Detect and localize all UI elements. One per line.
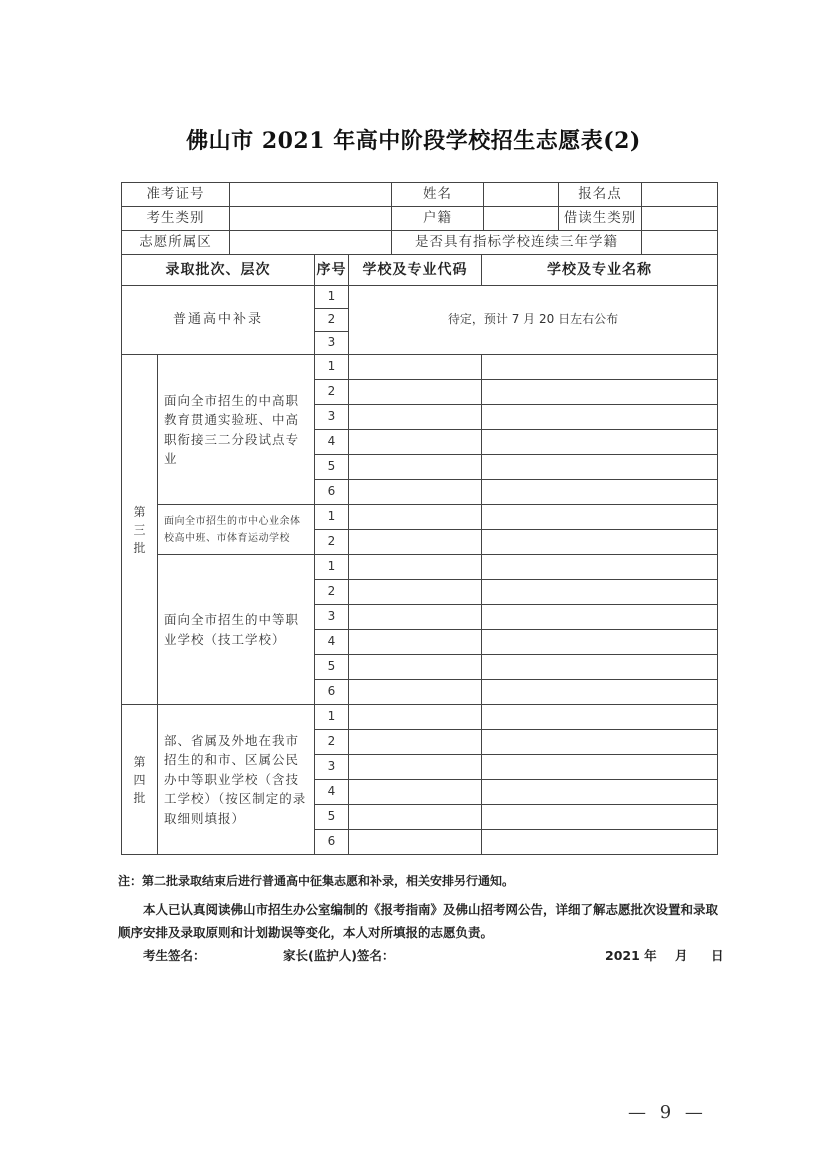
school-name-field[interactable]: [482, 655, 718, 680]
household-label: 户籍: [392, 207, 484, 231]
school-code-field[interactable]: [349, 480, 482, 505]
school-code-field[interactable]: [349, 430, 482, 455]
school-name-field[interactable]: [482, 480, 718, 505]
school-code-field[interactable]: [349, 680, 482, 705]
school-name-field[interactable]: [482, 530, 718, 555]
header-code: 学校及专业代码: [349, 255, 482, 286]
school-code-field[interactable]: [349, 505, 482, 530]
school-name-field[interactable]: [482, 405, 718, 430]
school-code-field[interactable]: [349, 355, 482, 380]
applicant-info-table: [121, 182, 718, 255]
seq-number: 2: [315, 530, 349, 555]
batch3-label-text: 第三批: [133, 504, 146, 555]
school-code-field[interactable]: [349, 555, 482, 580]
batch3-group3-desc: 面向全市招生的中等职业学校（技工学校）: [158, 555, 315, 705]
seq-number: 5: [315, 655, 349, 680]
school-code-field[interactable]: [349, 655, 482, 680]
date-month: 月: [675, 948, 688, 963]
seq-number: 1: [315, 286, 349, 309]
seq-number: 4: [315, 430, 349, 455]
school-name-field[interactable]: [482, 755, 718, 780]
transfer-student-type-field[interactable]: [642, 207, 718, 231]
batch3-group2-desc: 面向全市招生的市中心业余体校高中班、市体育运动学校: [158, 505, 315, 555]
school-name-field[interactable]: [482, 680, 718, 705]
parent-signature-label: 家长(监护人)签名：: [283, 948, 395, 963]
exam-number-field[interactable]: [230, 183, 392, 207]
seq-number: 6: [315, 680, 349, 705]
exam-number-label: 准考证号: [122, 183, 230, 207]
registration-point-label: 报名点: [559, 183, 642, 207]
quota-school-field[interactable]: [642, 231, 718, 255]
declaration-text: 本人已认真阅读佛山市招生办公室编制的《报考指南》及佛山招考网公告，详细了解志愿批次设置和录取顺序安排及录取原则和计划勘误等变化，本人对所填报的志愿负责。: [118, 902, 719, 940]
quota-school-label: 是否具有指标学校连续三年学籍: [392, 231, 642, 255]
batch4-label-text: 第四批: [133, 754, 146, 805]
footnote: 注：第二批录取结束后进行普通高中征集志愿和补录，相关安排另行通知。: [118, 874, 515, 888]
school-name-field[interactable]: [482, 455, 718, 480]
name-label: 姓名: [392, 183, 484, 207]
school-name-field[interactable]: [482, 705, 718, 730]
batch3-group1-desc: 面向全市招生的中高职教育贯通实验班、中高职衔接三二分段试点专业: [158, 355, 315, 505]
school-code-field[interactable]: [349, 830, 482, 855]
batch4-label: [122, 705, 158, 855]
seq-number: 5: [315, 455, 349, 480]
school-code-field[interactable]: [349, 780, 482, 805]
household-field[interactable]: [484, 207, 559, 231]
school-name-field[interactable]: [482, 580, 718, 605]
seq-number: 2: [315, 309, 349, 332]
school-code-field[interactable]: [349, 530, 482, 555]
date-year: 2021 年: [605, 948, 657, 963]
registration-point-field[interactable]: [642, 183, 718, 207]
school-name-field[interactable]: [482, 555, 718, 580]
seq-number: 1: [315, 505, 349, 530]
school-name-field[interactable]: [482, 355, 718, 380]
school-name-field[interactable]: [482, 830, 718, 855]
batch3-label: [122, 355, 158, 705]
school-name-field[interactable]: [482, 805, 718, 830]
school-code-field[interactable]: [349, 455, 482, 480]
seq-number: 1: [315, 355, 349, 380]
batch4-desc: 部、省属及外地在我市招生的和市、区属公民办中等职业学校（含技工学校）（按区制定的录取细则填报）: [158, 705, 315, 855]
header-seq: 序号: [315, 255, 349, 286]
page-number: — 9 —: [628, 1102, 707, 1123]
school-code-field[interactable]: [349, 380, 482, 405]
school-code-field[interactable]: [349, 730, 482, 755]
school-code-field[interactable]: [349, 605, 482, 630]
district-field[interactable]: [230, 231, 392, 255]
school-name-field[interactable]: [482, 730, 718, 755]
school-code-field[interactable]: [349, 405, 482, 430]
header-batch: 录取批次、层次: [122, 255, 315, 286]
seq-number: 3: [315, 332, 349, 355]
preference-table: [121, 254, 718, 855]
school-code-field[interactable]: [349, 755, 482, 780]
transfer-student-type-label: 借读生类别: [559, 207, 642, 231]
seq-number: 1: [315, 555, 349, 580]
school-code-field[interactable]: [349, 805, 482, 830]
supplement-note: 待定，预计 7 月 20 日左右公布: [349, 286, 718, 355]
seq-number: 6: [315, 480, 349, 505]
candidate-type-label: 考生类别: [122, 207, 230, 231]
seq-number: 5: [315, 805, 349, 830]
date-day: 日: [711, 948, 724, 963]
school-name-field[interactable]: [482, 505, 718, 530]
school-name-field[interactable]: [482, 430, 718, 455]
seq-number: 6: [315, 830, 349, 855]
seq-number: 4: [315, 780, 349, 805]
seq-number: 3: [315, 405, 349, 430]
seq-number: 2: [315, 730, 349, 755]
seq-number: 3: [315, 605, 349, 630]
district-label: 志愿所属区: [122, 231, 230, 255]
supplement-label: 普通高中补录: [122, 286, 315, 355]
candidate-type-field[interactable]: [230, 207, 392, 231]
seq-number: 2: [315, 380, 349, 405]
student-signature-label: 考生签名：: [143, 948, 206, 963]
school-name-field[interactable]: [482, 380, 718, 405]
school-name-field[interactable]: [482, 780, 718, 805]
school-name-field[interactable]: [482, 605, 718, 630]
seq-number: 2: [315, 580, 349, 605]
name-field[interactable]: [484, 183, 559, 207]
seq-number: 3: [315, 755, 349, 780]
header-name: 学校及专业名称: [482, 255, 718, 286]
page-title: 佛山市 2021 年高中阶段学校招生志愿表(2): [186, 128, 641, 154]
school-code-field[interactable]: [349, 580, 482, 605]
seq-number: 1: [315, 705, 349, 730]
school-name-field[interactable]: [482, 630, 718, 655]
school-code-field[interactable]: [349, 630, 482, 655]
seq-number: 4: [315, 630, 349, 655]
school-code-field[interactable]: [349, 705, 482, 730]
